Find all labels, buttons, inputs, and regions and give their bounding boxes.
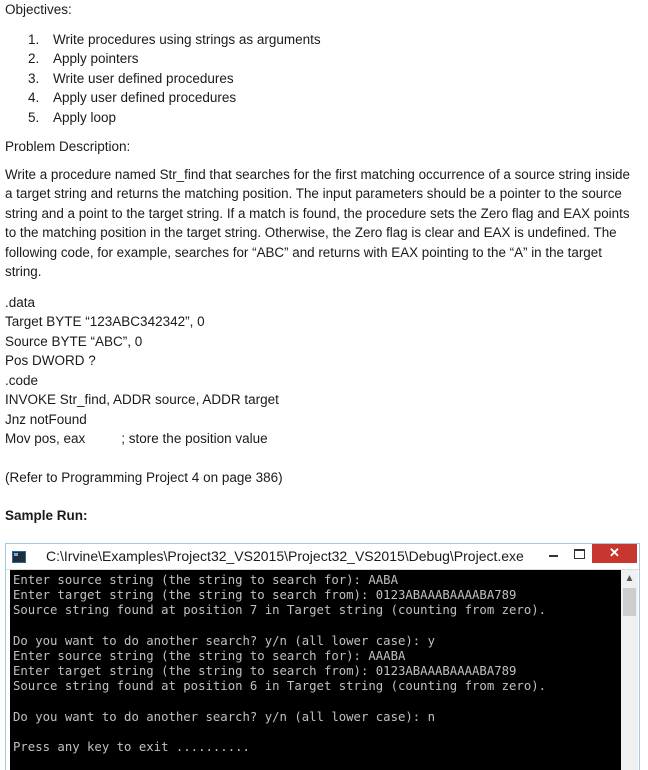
list-item xyxy=(5,108,641,128)
code-block xyxy=(5,293,641,449)
console-line: Source string found at position 7 in Target string (counting from zero). xyxy=(13,603,547,618)
console-line: Do you want to do another search? y/n (all lower case): n xyxy=(13,709,435,724)
minimize-icon xyxy=(549,555,558,557)
scroll-up-arrow-icon[interactable]: ▲ xyxy=(624,573,635,584)
list-text: Write procedures using strings as arguments xyxy=(53,31,321,47)
console-titlebar[interactable] xyxy=(6,544,639,570)
code-line: Target BYTE “123ABC342342”, 0 xyxy=(5,314,205,329)
console-line: Press any key to exit .......... xyxy=(13,740,250,755)
console-output[interactable] xyxy=(10,570,621,770)
minimize-button[interactable] xyxy=(542,544,564,563)
console-line: Do you want to do another search? y/n (all lower case): y xyxy=(13,633,435,648)
problem-description: Write a procedure named Str_find that searches for the first matching occurrence of a source string inside a target string and returns the matching position. The input parameters should be a pointer to the source string and a point to the target string. If a match is found, the procedure sets the Zero flag and EAX points to the matching position in the target string. Otherwise, the Zero flag is clear and EAX is undefined. The following code, for example, searches for “ABC” and returns with EAX pointing to the “A” in the target string. xyxy=(5,166,630,279)
console-app-icon xyxy=(12,551,26,563)
list-item xyxy=(5,30,641,50)
close-button[interactable]: ✕ xyxy=(592,544,637,563)
list-number: 5. xyxy=(28,109,40,125)
code-line: .code xyxy=(5,372,39,388)
list-item xyxy=(5,88,641,108)
code-comment: ; store the position value xyxy=(121,431,268,446)
scroll-thumb[interactable] xyxy=(623,588,636,616)
list-item xyxy=(5,69,641,89)
maximize-button[interactable] xyxy=(568,544,590,563)
code-line: Source BYTE “ABC”, 0 xyxy=(5,333,143,349)
objectives-heading: Objectives: xyxy=(5,2,72,17)
objectives-list xyxy=(5,30,641,128)
code-line: Pos DWORD ? xyxy=(5,353,96,368)
document xyxy=(5,0,641,526)
console-line xyxy=(13,695,621,710)
list-number: 2. xyxy=(28,51,40,66)
sample-run-heading: Sample Run: xyxy=(5,508,88,523)
reference-note: (Refer to Programming Project 4 on page 386) xyxy=(5,469,283,485)
problem-heading: Problem Description: xyxy=(5,139,131,154)
console-line: Enter source string (the string to search for): AAABA xyxy=(13,648,406,663)
code-line: Jnz notFound xyxy=(5,411,87,427)
list-text: Apply user defined procedures xyxy=(53,90,237,105)
console-window xyxy=(5,543,640,770)
maximize-icon xyxy=(574,549,585,559)
code-statement: Mov pos, eax xyxy=(5,431,86,446)
list-number: 3. xyxy=(28,70,40,86)
list-text: Apply pointers xyxy=(53,51,139,66)
console-line: Enter source string (the string to search for): AABA xyxy=(13,573,398,587)
list-text: Write user defined procedures xyxy=(53,70,234,86)
list-text: Apply loop xyxy=(53,109,117,125)
code-line: .data xyxy=(5,294,36,310)
console-line xyxy=(13,619,621,634)
console-line: Enter target string (the string to search from): 0123ABAAABAAAABA789 xyxy=(13,588,517,603)
list-item xyxy=(5,49,641,69)
console-line xyxy=(13,725,621,740)
console-line: Source string found at position 6 in Target string (counting from zero). xyxy=(13,679,547,694)
window-title: C:\Irvine\Examples\Project32_VS2015\Project32_VS2015\Debug\Project.exe xyxy=(46,548,524,564)
console-line: Enter target string (the string to search from): 0123ABAAABAAAABA789 xyxy=(13,664,517,679)
console-scrollbar[interactable] xyxy=(621,570,638,770)
list-number: 4. xyxy=(28,90,40,105)
code-line: INVOKE Str_find, ADDR source, ADDR target xyxy=(5,392,279,407)
list-number: 1. xyxy=(28,31,40,47)
code-line xyxy=(5,429,641,449)
